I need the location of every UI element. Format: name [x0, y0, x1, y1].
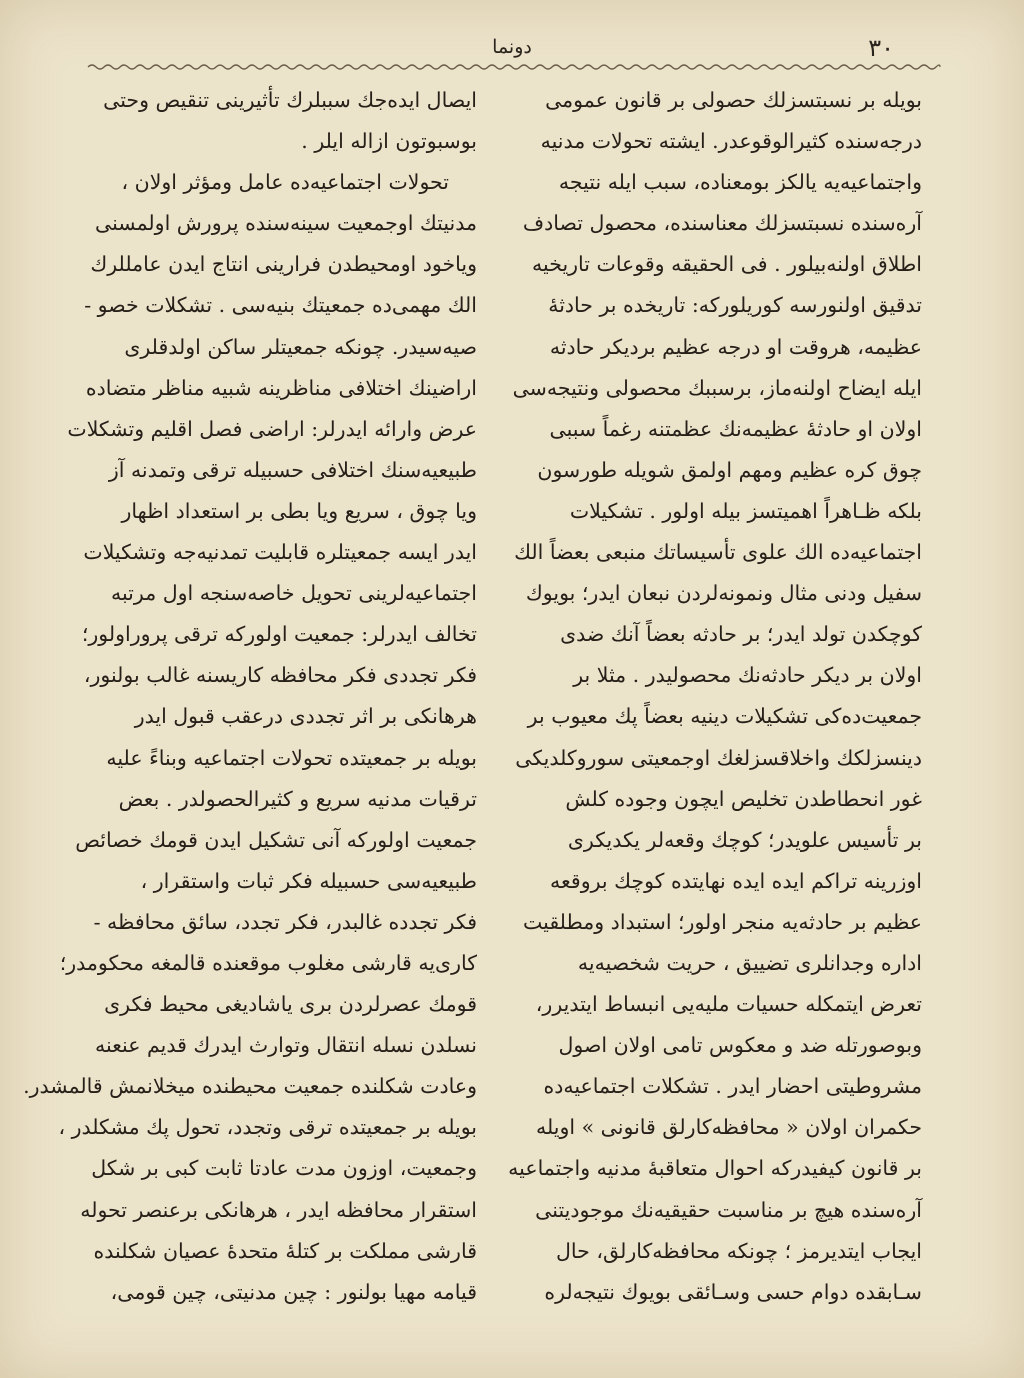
text-line: اوزرینه تراکم ایده ایده نهایتده کوچك بروقعه	[550, 868, 922, 893]
text-line: صیه‌سیدر. چونکه جمعیتلر ساکن اولدقلری	[124, 334, 477, 359]
text-line: ایدر ایسه جمعیتلره قابلیت تمدنیه‌جه وتشکیلات	[83, 540, 477, 565]
text-line: ترقیات مدنیه سریع و کثیرالحصولدر . بعض	[118, 786, 477, 811]
text-line: سفیل ودنی مثال ونمونه‌لردن نبعان ایدر؛ بویوك	[525, 581, 922, 606]
text-line: جمعیت‌ده‌کی تشکیلات دینیه بعضاً پك معیوب بر	[527, 704, 922, 729]
text-line: بویله بر جمعیتده ترقی وتجدد، تحول پك مشکلدر ،	[58, 1115, 477, 1140]
text-line: وجمعیت، اوزون مدت عادتا ثابت کبی بر شکل	[91, 1156, 477, 1181]
text-line: تعرض ایتمکله حسیات ملیه‌یی انبساط ایتدیرر،	[535, 992, 922, 1017]
text-line: دینسزلکك واخلاقسزلغك اوجمعیتی سوروکلدیکی	[515, 745, 922, 770]
text-line: کوچکدن تولد ایدر؛ بر حادثه بعضاً آنك ضدی	[560, 622, 922, 647]
header-wavy-rule	[88, 62, 940, 72]
text-line: بوسبوتون ازاله ایلر .	[301, 129, 477, 154]
text-line: حکمران اولان « محافظه‌کارلق قانونی » اویله	[536, 1115, 922, 1140]
text-line: مدنیتك اوجمعیت سینه‌سنده پرورش اولمسنی	[95, 211, 477, 236]
text-line: هرهانکی بر اثر تجددی درعقب قبول ایدر	[134, 704, 477, 729]
text-line: نسلدن نسله انتقال وتوارث ایدرك قدیم عنعنه	[94, 1033, 477, 1058]
text-line: اراضینك اختلافی مناظرینه شبیه مناظر متضاده	[85, 375, 477, 400]
text-line: اطلاق اولنه‌بیلور . فی الحقیقه وقوعات تاریخیه	[532, 252, 922, 277]
text-line: طبیعیه‌سی حسبیله فکر ثبات واستقرار ،	[140, 868, 477, 893]
text-line: فکر تجدده غالبدر، فکر تجدد، سائق محافظه -	[93, 909, 477, 934]
text-line: بر قانون کیفیدرکه احوال متعاقبهٔ مدنیه واجتماعیه	[508, 1156, 922, 1181]
text-line: قیامه مهیا بولنور : چین مدنیتی، چین قومی،	[110, 1279, 477, 1304]
text-line: قومك عصرلردن بری یاشادیغی محیط فکری	[104, 992, 477, 1017]
text-line: آره‌سنده نسبتسزلك معناسنده، محصول تصادف	[522, 211, 922, 236]
text-line: بویله بر نسبتسزلك حصولی بر قانون عمومی	[545, 88, 922, 112]
text-line: وبوصورتله ضد و معکوس تامی اولان اصول	[558, 1033, 922, 1058]
text-line: بلکه ظـاهراً اهمیتسز بیله اولور . تشکیلات	[569, 498, 922, 523]
right-text-column	[508, 80, 922, 1313]
text-line: وعادت شکلنده جمعیت محیطنده میخلانمش قالمشدر.	[23, 1074, 477, 1099]
text-line: ایجاب ایتدیرمز ؛ چونکه محافظه‌کارلق، حال	[556, 1238, 922, 1263]
text-line: تدقیق اولنورسه کوریلورکه: تاریخده بر حادثهٔ	[548, 293, 922, 318]
text-line: مشروطیتی احضار ایدر . تشکلات اجتماعیه‌ده	[543, 1074, 922, 1099]
text-line: عرض وارائه ایدرلر: اراضی فصل اقلیم وتشکلات	[67, 416, 477, 441]
text-line: کاری‌یه قارشی مغلوب موقعنده قالمغه محکومدر؛	[59, 950, 477, 975]
text-line: سـابقده دوام حسی وسـائقی بویوك نتیجه‌لره	[544, 1279, 922, 1304]
text-line: درجه‌سنده کثیرالوقوعدر. ایشته تحولات مدنیه	[540, 129, 922, 154]
text-line: طبیعیه‌سنك اختلافی حسبیله ترقی وتمدنه آز	[108, 457, 477, 482]
text-line: اولان او حادثهٔ عظیمه‌نك عظمتنه رغماً سببی	[549, 416, 922, 441]
text-line: بویله بر جمعیتده تحولات اجتماعیه وبناءً علیه	[106, 745, 477, 770]
page-number: ٣٠	[868, 34, 894, 62]
text-line: الك مهمی‌ده جمعیتك بنیه‌سی . تشکلات خصو -	[84, 293, 477, 318]
text-line: ایله ایضاح اولنه‌ماز، برسببك محصولی ونتیجه‌سی	[512, 375, 922, 400]
text-line: اجتماعیه‌ده الك علوی تأسیساتك منبعی بعضاً الك	[514, 540, 922, 565]
text-line: ویاخود اومحیطدن فرارینی انتاج ایدن عامللرك	[90, 252, 477, 277]
text-line: اجتماعیه‌لرینی تحویل خاصه‌سنجه اول مرتبه	[111, 581, 477, 606]
text-line: تخالف ایدرلر: جمعیت اولورکه ترقی پروراولور؛	[81, 622, 477, 647]
text-line: عظیمه، هروقت او درجه عظیم بردیکر حادثه	[549, 334, 922, 359]
text-line: چوق کره عظیم ومهم اولمق شویله طورسون	[537, 457, 922, 482]
text-line: جمعیت اولورکه آنی تشکیل ایدن قومك خصائص	[75, 827, 477, 852]
text-line: ویا چوق ، سریع ویا بطی بر استعداد اظهار	[121, 498, 477, 523]
text-line: غور انحطاطدن تخلیص ایچون وجوده کلش	[565, 786, 922, 811]
text-line: اولان بر دیکر حادثه‌نك محصولیدر . مثلا بر	[573, 663, 922, 688]
text-line: ایصال ایده‌جك سببلرك تأثیرینی تنقیص وحتی	[103, 88, 477, 112]
text-line: فکر تجددی فکر محافظه کاریسنه غالب بولنور،	[83, 663, 477, 688]
running-title: دونما	[492, 36, 532, 58]
text-line: آره‌سنده هیچ بر مناسبت حقیقیه‌نك موجودیتنی	[535, 1197, 922, 1222]
left-text-column	[23, 80, 477, 1313]
text-line: قارشی مملکت بر کتلهٔ متحدهٔ عصیان شکلنده	[93, 1238, 477, 1263]
text-line: بر تأسیس علویدر؛ کوچك وقعه‌لر یکدیکری	[567, 827, 922, 852]
text-line: استقرار محافظه ایدر ، هرهانکی برعنصر تحوله	[80, 1197, 477, 1222]
text-line: اداره وجدانلری تضییق ، حریت شخصیه‌یه	[577, 950, 922, 975]
text-line: واجتماعیه‌یه یالکز بومعناده، سبب ایله نتیجه	[558, 170, 922, 195]
text-line: عظیم بر حادثه‌یه منجر اولور؛ استبداد ومطلقیت	[523, 909, 922, 934]
text-line: تحولات اجتماعیه‌ده عامل ومؤثر اولان ،	[121, 170, 449, 195]
